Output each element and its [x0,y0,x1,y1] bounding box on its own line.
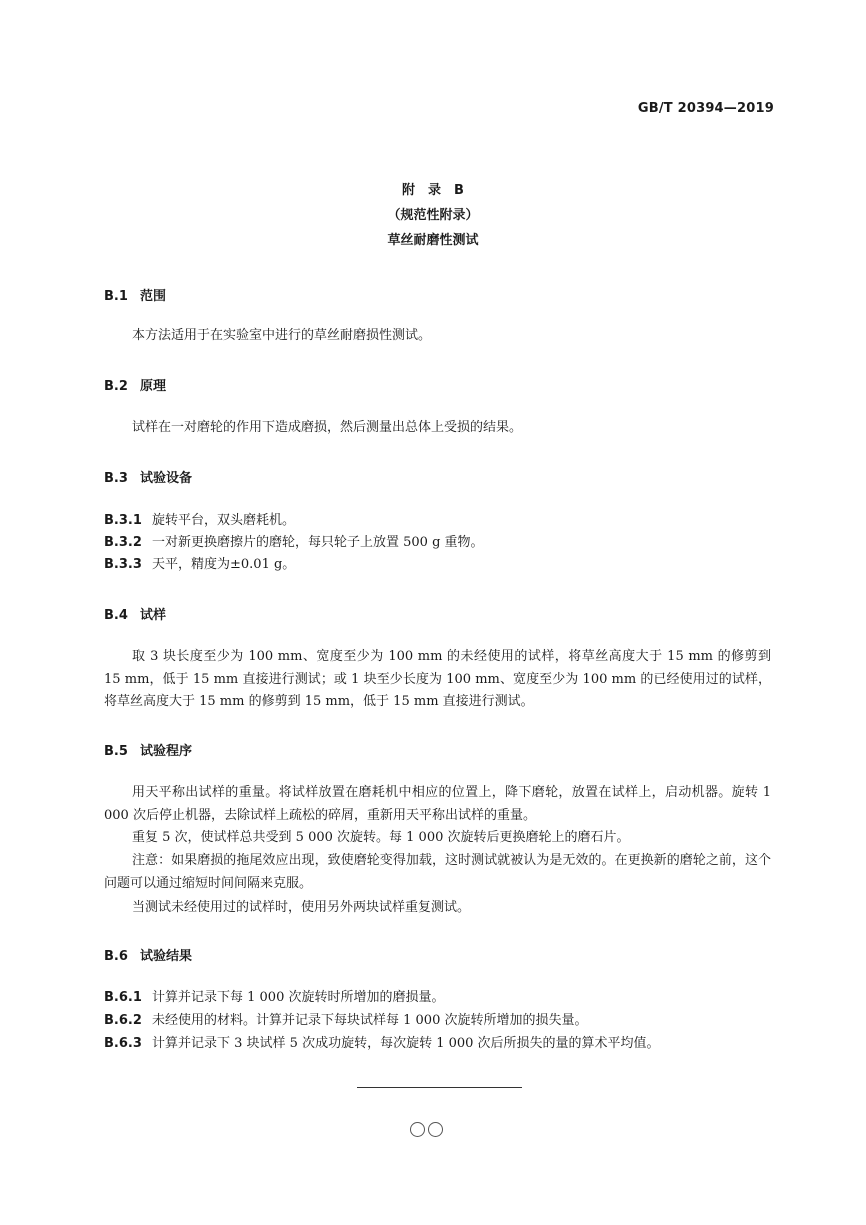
section-number: B.3 [104,471,128,486]
item-number: B.6.1 [104,990,142,1005]
section-b4-paragraph: 取 3 块长度至少为 100 mm、宽度至少为 100 mm 的未经使用的试样，将草丝高度大于 15 mm 的修剪到 15 mm，低于 15 mm 直接进行测试；或 1 块至少长度为 100 mm、宽度至少为 100 mm 的已经使用过的试样，将草丝高度大于 15 mm 的修剪到 15 mm，低于 15 mm 直接进行测试。 [104,649,771,709]
section-b5-paragraph-2: 重复 5 次，使试样总共受到 5 000 次旋转。每 1 000 次旋转后更换磨轮上的磨石片。 [132,830,630,845]
section-number: B.4 [104,608,128,623]
list-item [104,554,295,576]
end-rule [357,1087,522,1088]
list-item [104,532,484,554]
section-title: 试验设备 [140,471,193,486]
page-number-placeholder [410,1122,443,1137]
list-item [104,1033,660,1055]
section-heading-b2 [104,375,166,394]
section-number: B.2 [104,379,128,394]
section-title: 试样 [140,608,167,623]
section-b1-paragraph: 本方法适用于在实验室中进行的草丝耐磨损性测试。 [132,328,432,343]
item-text: 天平，精度为±0.01 g。 [152,557,296,572]
section-number: B.6 [104,949,128,964]
circle-icon [428,1122,443,1137]
item-text: 一对新更换磨擦片的磨轮，每只轮子上放置 500 g 重物。 [152,535,484,550]
annex-name: 草丝耐磨性测试 [387,233,479,248]
section-b5-paragraph-4: 当测试未经使用过的试样时，使用另外两块试样重复测试。 [132,900,471,915]
section-heading-b6 [104,945,192,964]
standard-number: GB/T 20394—2019 [637,101,774,116]
section-b5-paragraph-1: 用天平称出试样的重量。将试样放置在磨耗机中相应的位置上，降下磨轮，放置在试样上，启动机器。旋转 1 000 次后停止机器，去除试样上疏松的碎屑，重新用天平称出试样的重量。 [104,785,771,823]
item-text: 未经使用的材料。计算并记录下每块试样每 1 000 次旋转所增加的损失量。 [152,1013,588,1028]
section-heading-b3 [104,467,192,486]
list-item [104,1010,587,1032]
item-number: B.3.2 [104,535,142,550]
item-text: 计算并记录下每 1 000 次旋转时所增加的磨损量。 [152,990,445,1005]
item-number: B.6.3 [104,1036,142,1051]
section-title: 试验程序 [140,744,193,759]
section-number: B.5 [104,744,128,759]
section-heading-b1 [104,285,166,304]
section-heading-b4 [104,604,166,623]
section-number: B.1 [104,289,128,304]
item-text: 旋转平台，双头磨耗机。 [152,513,296,528]
section-heading-b5 [104,740,192,759]
section-b5-paragraph-3: 注意：如果磨损的拖尾效应出现，致使磨轮变得加载，这时测试就被认为是无效的。在更换新的磨轮之前，这个问题可以通过缩短时间间隔来克服。 [104,853,771,891]
annex-type: （规范性附录） [387,208,479,223]
section-title: 试验结果 [140,949,193,964]
item-number: B.3.1 [104,513,142,528]
circle-icon [410,1122,425,1137]
section-b2-paragraph: 试样在一对磨轮的作用下造成磨损，然后测量出总体上受损的结果。 [132,420,523,435]
item-number: B.6.2 [104,1013,142,1028]
item-number: B.3.3 [104,557,142,572]
list-item [104,510,295,532]
section-title: 原理 [140,379,167,394]
list-item [104,987,444,1009]
annex-title: 附 录 B [402,183,464,198]
section-title: 范围 [140,289,167,304]
item-text: 计算并记录下 3 块试样 5 次成功旋转，每次旋转 1 000 次后所损失的量的算术平均值。 [152,1036,660,1051]
